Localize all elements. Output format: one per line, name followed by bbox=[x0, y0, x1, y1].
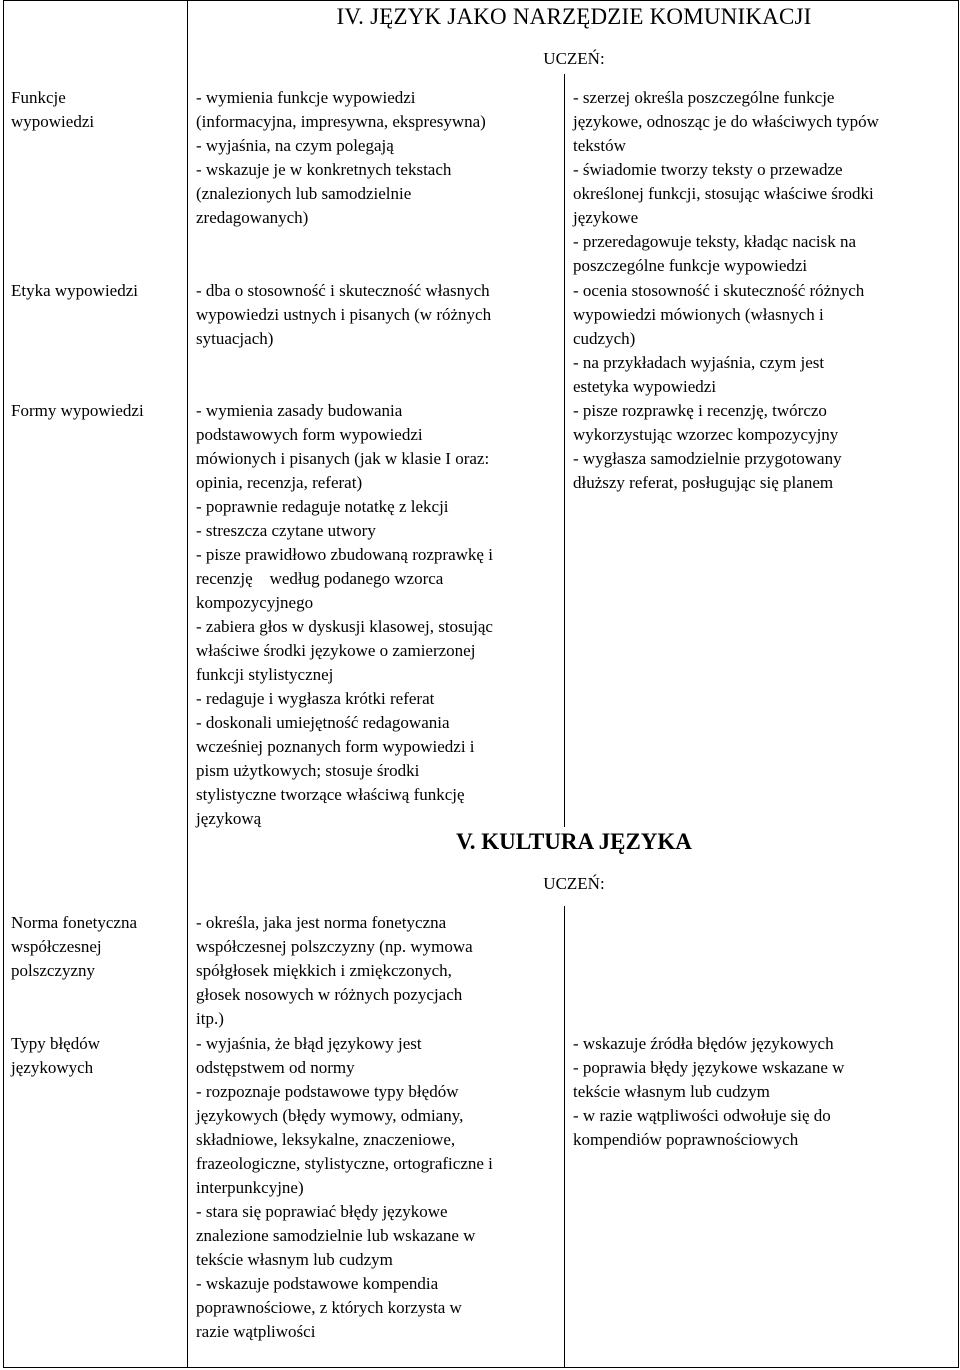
text-line: - wyjaśnia, że błąd językowy jest bbox=[196, 1034, 422, 1053]
basic-requirements-norma bbox=[196, 911, 473, 1031]
text-line: frazeologiczne, stylistyczne, ortograficzne i bbox=[196, 1154, 493, 1173]
row-label-formy-wypowiedzi bbox=[11, 399, 144, 423]
text-line: językowych (błędy wymowy, odmiany, bbox=[196, 1106, 464, 1125]
text-line: - pisze prawidłowo zbudowaną rozprawkę i bbox=[196, 545, 493, 564]
text-line: - doskonali umiejętność redagowania bbox=[196, 713, 450, 732]
basic-requirements-typy bbox=[196, 1032, 493, 1344]
text-line: pism użytkowych; stosuje środki bbox=[196, 761, 420, 780]
section-5-title: V. KULTURA JĘZYKA bbox=[456, 829, 692, 854]
text-line: - wskazuje je w konkretnych tekstach bbox=[196, 160, 452, 179]
basic-requirements-formy bbox=[196, 399, 493, 831]
basic-requirements-etyka bbox=[196, 279, 491, 351]
text-line: wypowiedzi ustnych i pisanych (w różnych bbox=[196, 305, 492, 324]
text-line: składniowe, leksykalne, znaczeniowe, bbox=[196, 1130, 456, 1149]
text-line: językowe, odnosząc je do właściwych typów bbox=[573, 112, 879, 131]
row-label-line: Formy wypowiedzi bbox=[11, 401, 144, 420]
text-line: (informacyjna, impresywna, ekspresywna) bbox=[196, 112, 486, 131]
row-label-line: Etyka wypowiedzi bbox=[11, 281, 138, 300]
text-line: głosek nosowych w różnych pozycjach bbox=[196, 985, 463, 1004]
text-line: (znalezionych lub samodzielnie bbox=[196, 184, 412, 203]
advanced-requirements-funkcje bbox=[573, 86, 879, 278]
table-border-bottom bbox=[3, 1367, 959, 1368]
text-line: interpunkcyjne) bbox=[196, 1178, 304, 1197]
text-line: stylistyczne tworzące właściwą funkcję bbox=[196, 785, 465, 804]
text-line: - na przykładach wyjaśnia, czym jest bbox=[573, 353, 825, 372]
text-line: - ocenia stosowność i skuteczność różnych bbox=[573, 281, 865, 300]
text-line: razie wątpliwości bbox=[196, 1322, 316, 1341]
text-line: językowe bbox=[573, 208, 639, 227]
text-line: spółgłosek miękkich i zmiękczonych, bbox=[196, 961, 452, 980]
section-4-title: IV. JĘZYK JAKO NARZĘDZIE KOMUNIKACJI bbox=[336, 4, 812, 29]
text-line: sytuacjach) bbox=[196, 329, 274, 348]
text-line: opinia, recenzja, referat) bbox=[196, 473, 363, 492]
row-label-typy-bledow bbox=[11, 1032, 100, 1080]
text-line: - redaguje i wygłasza krótki referat bbox=[196, 689, 435, 708]
text-line: wykorzystując wzorzec kompozycyjny bbox=[573, 425, 839, 444]
text-line: estetyka wypowiedzi bbox=[573, 377, 717, 396]
row-label-line: językowych bbox=[11, 1058, 94, 1077]
table-border-label-divider bbox=[187, 0, 188, 1368]
text-line: - przeredagowuje teksty, kładąc nacisk na bbox=[573, 232, 857, 251]
table-border-right bbox=[958, 0, 959, 1368]
row-label-etyka-wypowiedzi bbox=[11, 279, 138, 303]
text-line: odstępstwem od normy bbox=[196, 1058, 355, 1077]
text-line: - rozpoznaje podstawowe typy błędów bbox=[196, 1082, 459, 1101]
table-border-column-divider-bottom bbox=[564, 906, 565, 1368]
text-line: - stara się poprawiać błędy językowe bbox=[196, 1202, 448, 1221]
row-label-line: polszczyzny bbox=[11, 961, 96, 980]
row-label-line: współczesnej bbox=[11, 937, 102, 956]
text-line: - w razie wątpliwości odwołuje się do bbox=[573, 1106, 831, 1125]
text-line: podstawowych form wypowiedzi bbox=[196, 425, 423, 444]
text-line: - wskazuje podstawowe kompendia bbox=[196, 1274, 439, 1293]
text-line: kompozycyjnego bbox=[196, 593, 314, 612]
advanced-requirements-typy bbox=[573, 1032, 844, 1152]
text-line: - wymienia funkcje wypowiedzi bbox=[196, 88, 416, 107]
row-label-line: Typy błędów bbox=[11, 1034, 100, 1053]
text-line: określonej funkcji, stosując właściwe środki bbox=[573, 184, 874, 203]
text-line: - pisze rozprawkę i recenzję, twórczo bbox=[573, 401, 827, 420]
text-line: - streszcza czytane utwory bbox=[196, 521, 376, 540]
text-line: dłuższy referat, posługując się planem bbox=[573, 473, 834, 492]
text-line: tekście własnym lub cudzym bbox=[196, 1250, 393, 1269]
basic-requirements-funkcje bbox=[196, 86, 486, 230]
text-line: - dba o stosowność i skuteczność własnych bbox=[196, 281, 490, 300]
text-line: - poprawnie redaguje notatkę z lekcji bbox=[196, 497, 449, 516]
text-line: wcześniej poznanych form wypowiedzi i bbox=[196, 737, 475, 756]
advanced-requirements-etyka bbox=[573, 279, 864, 399]
table-border-column-divider-top bbox=[564, 74, 565, 827]
advanced-requirements-formy bbox=[573, 399, 842, 495]
text-line: funkcji stylistycznej bbox=[196, 665, 334, 684]
text-line: poszczególne funkcje wypowiedzi bbox=[573, 256, 808, 275]
text-line: tekście własnym lub cudzym bbox=[573, 1082, 770, 1101]
text-line: recenzję według podanego wzorca bbox=[196, 569, 444, 588]
text-line: kompendiów poprawnościowych bbox=[573, 1130, 799, 1149]
text-line: - zabiera głos w dyskusji klasowej, stosując bbox=[196, 617, 493, 636]
text-line: zredagowanych) bbox=[196, 208, 309, 227]
text-line: - wymienia zasady budowania bbox=[196, 401, 403, 420]
table-border-left bbox=[3, 0, 4, 1368]
text-line: cudzych) bbox=[573, 329, 636, 348]
table-border-top bbox=[3, 0, 959, 1]
text-line: znalezione samodzielnie lub wskazane w bbox=[196, 1226, 476, 1245]
text-line: współczesnej polszczyzny (np. wymowa bbox=[196, 937, 473, 956]
text-line: wypowiedzi mówionych (własnych i bbox=[573, 305, 824, 324]
text-line: - wskazuje źródła błędów językowych bbox=[573, 1034, 834, 1053]
text-line: - określa, jaka jest norma fonetyczna bbox=[196, 913, 447, 932]
row-label-norma-fonetyczna bbox=[11, 911, 137, 983]
row-label-line: Norma fonetyczna bbox=[11, 913, 138, 932]
text-line: - szerzej określa poszczególne funkcje bbox=[573, 88, 835, 107]
row-label-line: wypowiedzi bbox=[11, 112, 95, 131]
row-label-funkcje-wypowiedzi bbox=[11, 86, 94, 134]
row-label-line: Funkcje bbox=[11, 88, 66, 107]
text-line: itp.) bbox=[196, 1009, 224, 1028]
text-line: językową bbox=[196, 809, 262, 828]
text-line: mówionych i pisanych (jak w klasie I oraz: bbox=[196, 449, 490, 468]
text-line: - poprawia błędy językowe wskazane w bbox=[573, 1058, 845, 1077]
text-line: tekstów bbox=[573, 136, 626, 155]
text-line: - świadomie tworzy teksty o przewadze bbox=[573, 160, 843, 179]
text-line: - wyjaśnia, na czym polegają bbox=[196, 136, 394, 155]
text-line: właściwe środki językowe o zamierzonej bbox=[196, 641, 476, 660]
section-4-uczen-label: UCZEŃ: bbox=[543, 49, 605, 68]
text-line: poprawnościowe, z których korzysta w bbox=[196, 1298, 462, 1317]
text-line: - wygłasza samodzielnie przygotowany bbox=[573, 449, 842, 468]
section-5-uczen-label: UCZEŃ: bbox=[543, 874, 605, 893]
